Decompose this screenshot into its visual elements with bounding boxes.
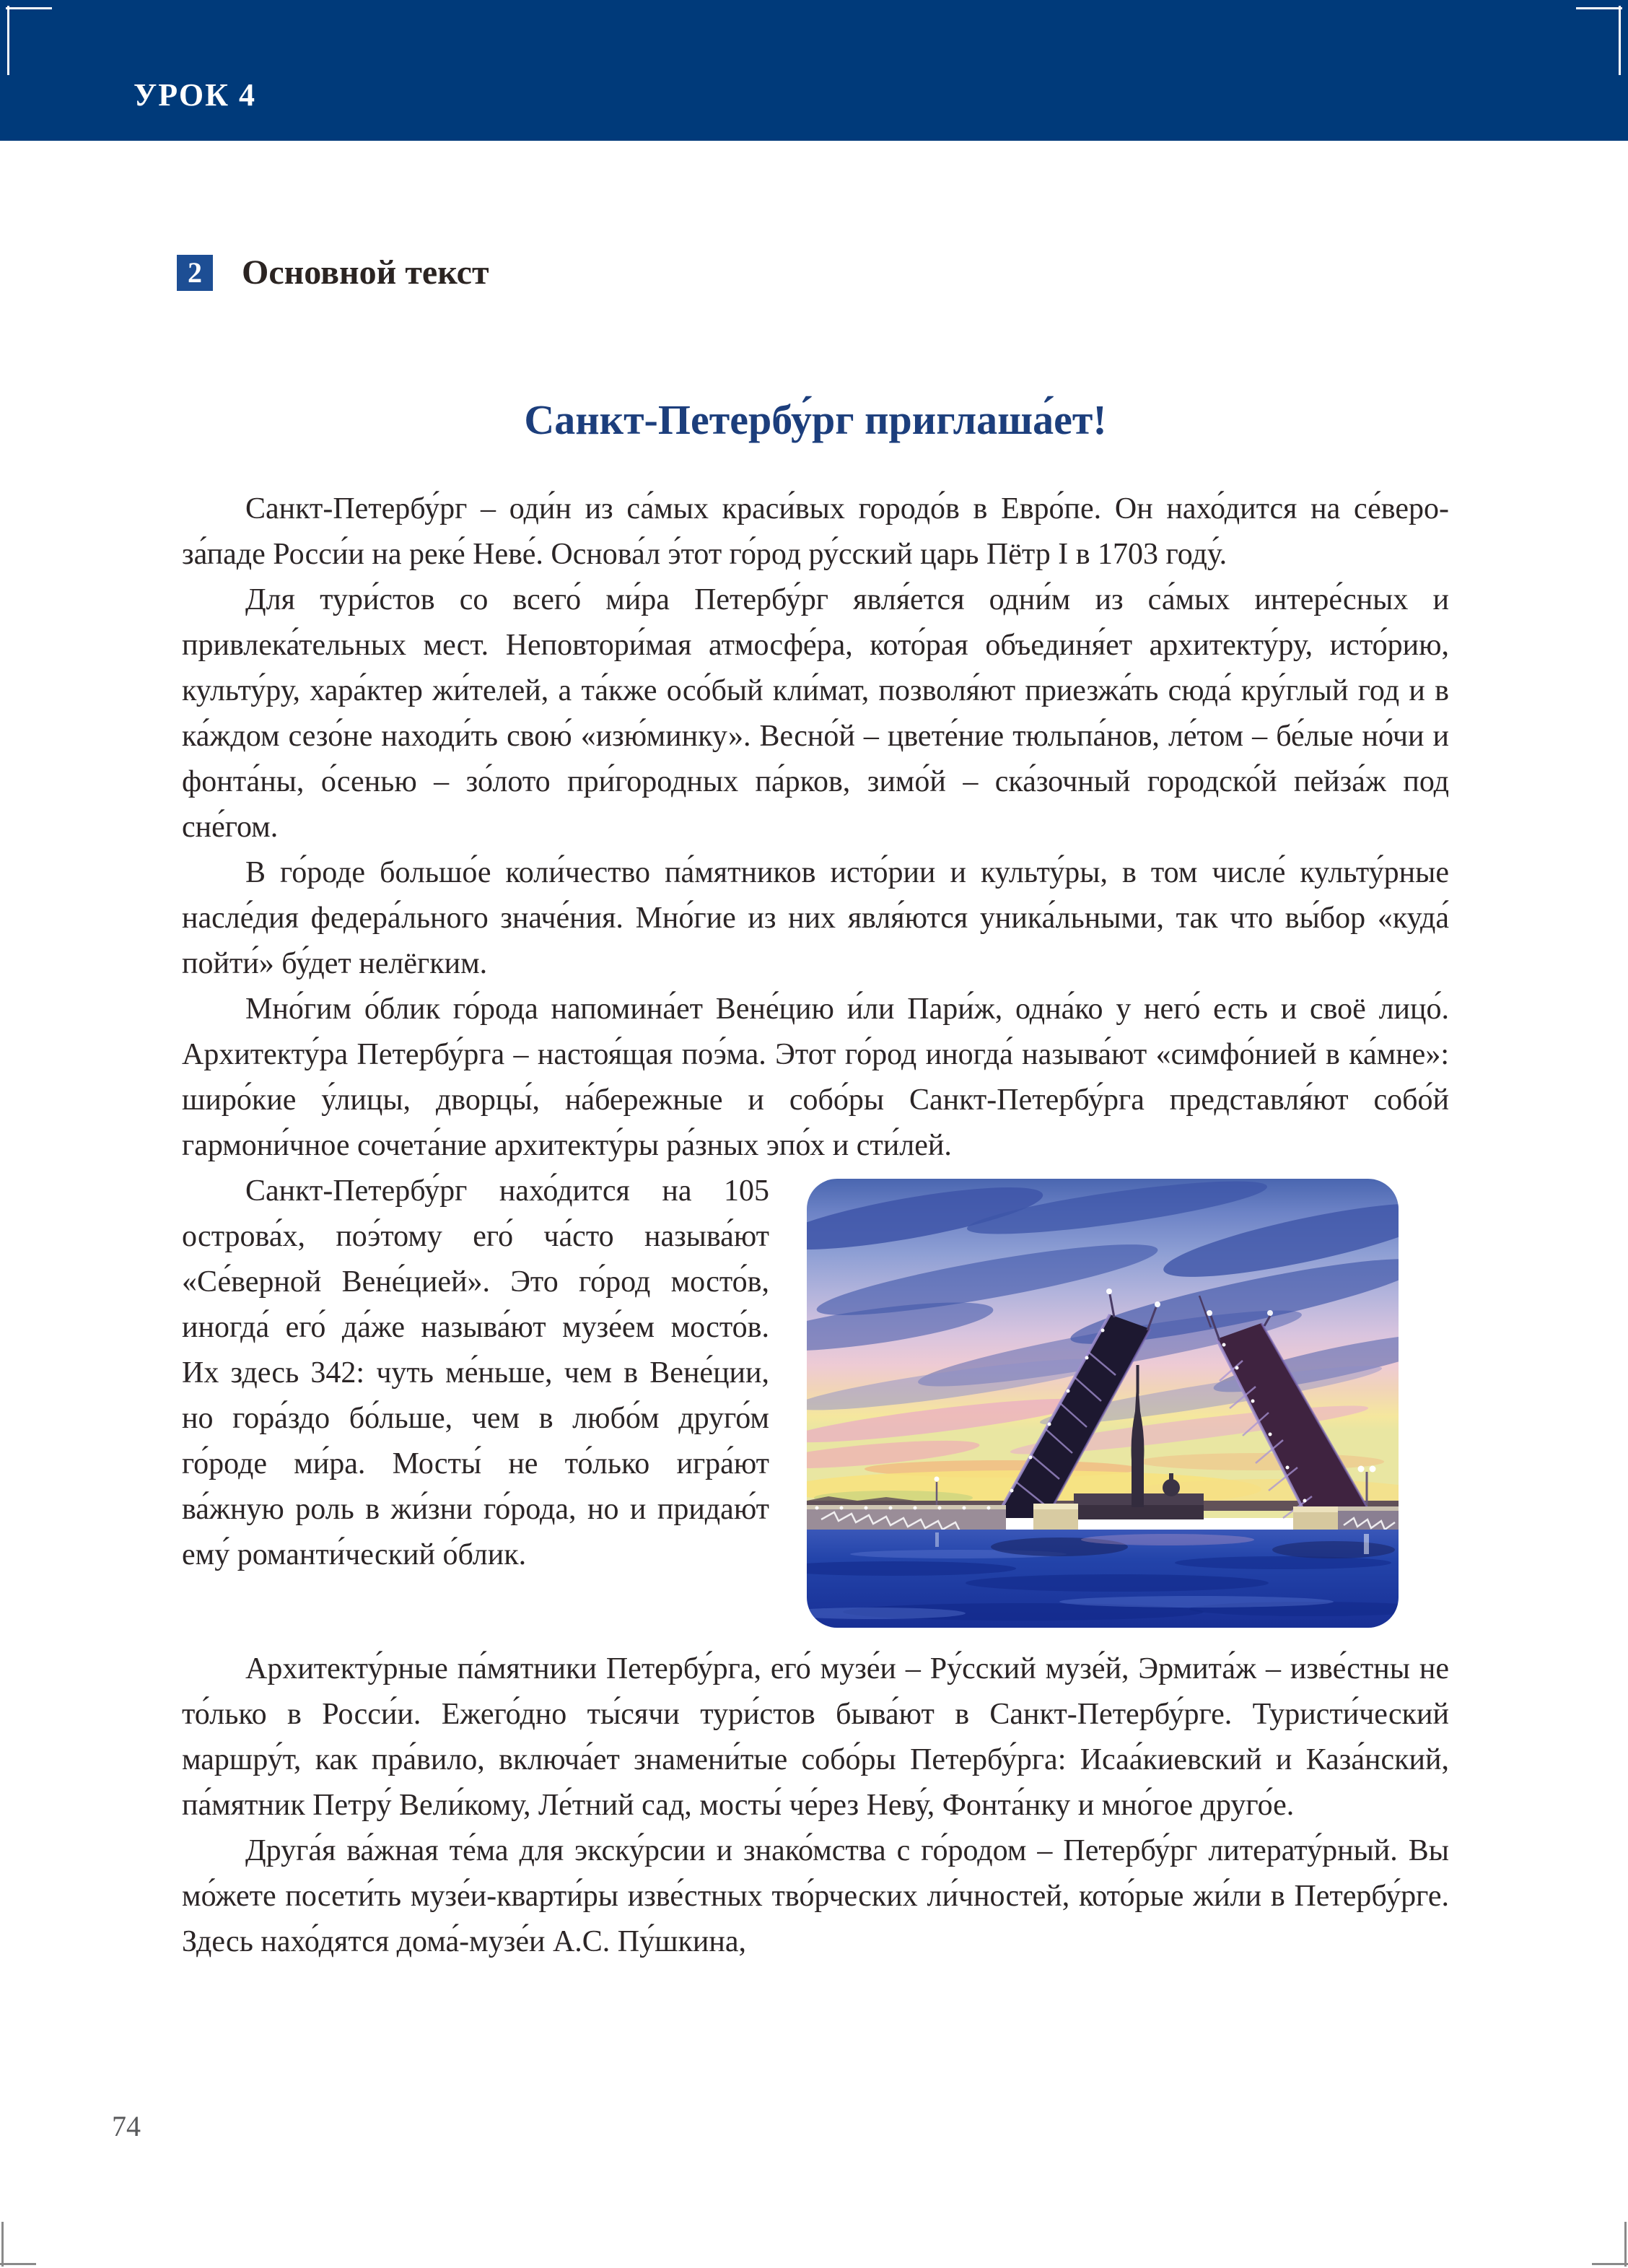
header-bar bbox=[0, 0, 1628, 141]
paragraph-6: Архитекту́рные па́мятники Петербу́рга, его́ музе́и – Ру́сский музе́й, Эрмита́ж – изве́стны не то́лько в Росси́и. Ежего́дно ты́сячи тури́стов быва́ют в Санкт-Петербу́рге. Туристи́ческий маршру́т, как пра́вило, включа́ет знамени́тые собо́ры Петербу́рга: Исаа́киевский и Каза́нский, па́мятник Петру́ Вели́кому, Ле́тний сад, мосты́ че́рез Неву́, Фонта́нку и мно́гое друго́е. bbox=[182, 1652, 1449, 1822]
section-title: Основной текст bbox=[242, 253, 489, 292]
paragraph-2: Для тури́стов со всего́ ми́ра Петербу́рг явля́ется одни́м из са́мых интере́сных и привлека́тельных мест. Неповтори́мая атмосфе́ра, кото́рая объединя́ет архитекту́ру, исто́рию, культу́ру, хара́ктер жи́телей, а та́кже осо́бый кли́мат, позволя́ют приезжа́ть сюда́ кру́глый год и в ка́ждом сезо́не находи́ть свою́ «изю́минку». Весно́й – цвете́ние тюльпа́нов, ле́том – бе́лые но́чи и фонта́ны, о́сенью – зо́лото при́городных па́рков, зимо́й – ска́зочный городско́й пейза́ж под сне́гом. bbox=[182, 583, 1449, 844]
article bbox=[182, 396, 1449, 1965]
drawbridge-illustration-svg bbox=[807, 1179, 1399, 1628]
paragraph-4: Мно́гим о́блик го́рода напомина́ет Вене́цию и́ли Пари́ж, одна́ко у него́ есть и своё лицо́. Архитекту́ра Петербу́рга – настоя́щая поэ́ма. Этот го́род иногда́ называ́ют «симфо́нией в ка́мне»: широ́кие у́лицы, дворцы́, на́бережные и собо́ры Санкт-Петербу́рга представля́ют собо́й гармони́чное сочета́ние архитекту́ры ра́зных эпо́х и сти́лей. bbox=[182, 993, 1449, 1162]
paragraph-7: Друга́я ва́жная те́ма для экску́рсии и знако́мства с го́родом – Петербу́рг литерату́рный. Вы мо́жете посети́ть музе́и-кварти́ры изве́стных тво́рческих ли́чностей, кото́рые жи́ли в Петербу́рге. Здесь нахо́дятся дома́-музе́и А.С. Пу́шкина, bbox=[182, 1834, 1449, 1958]
section-number-badge: 2 bbox=[177, 255, 213, 291]
paragraph-5: Санкт-Петербу́рг нахо́дится на 105 острова́х, поэ́тому его́ ча́сто называ́ют «Се́верной Вене́цией». Это го́род мосто́в, иногда́ его́ да́же называ́ют музе́ем мосто́в. Их здесь 342: чуть ме́ньше, чем в Вене́ции, но гора́здо бо́льше, чем в любо́м друго́м го́роде ми́ра. Мосты́ не то́лько игра́ют ва́жную роль в жи́зни го́рода, но и придаю́т ему́ романти́ческий о́блик. bbox=[182, 1174, 769, 1571]
page-number: 74 bbox=[112, 2110, 141, 2142]
section-heading bbox=[177, 253, 489, 292]
article-title: Санкт-Петербу́рг приглаша́ет! bbox=[524, 396, 1107, 443]
paragraph-3: В го́роде большо́е коли́чество па́мятников исто́рии и культу́ры, в том числе́ культу́рные насле́дия федера́льного значе́ния. Мно́гие из них явля́ются уника́льными, так что вы́бор «куда́ пойти́» бу́дет нелёгким. bbox=[182, 856, 1449, 980]
lesson-label: УРОК 4 bbox=[134, 77, 257, 113]
drawbridge-illustration bbox=[807, 1179, 1399, 1628]
paragraph-1: Санкт-Петербу́рг – оди́н из са́мых краси́вых городо́в в Евро́пе. Он нахо́дится на се́веро-за́паде Росси́и на реке́ Неве́. Основа́л э́тот го́род ру́сский царь Пётр I в 1703 году́. bbox=[182, 492, 1449, 571]
